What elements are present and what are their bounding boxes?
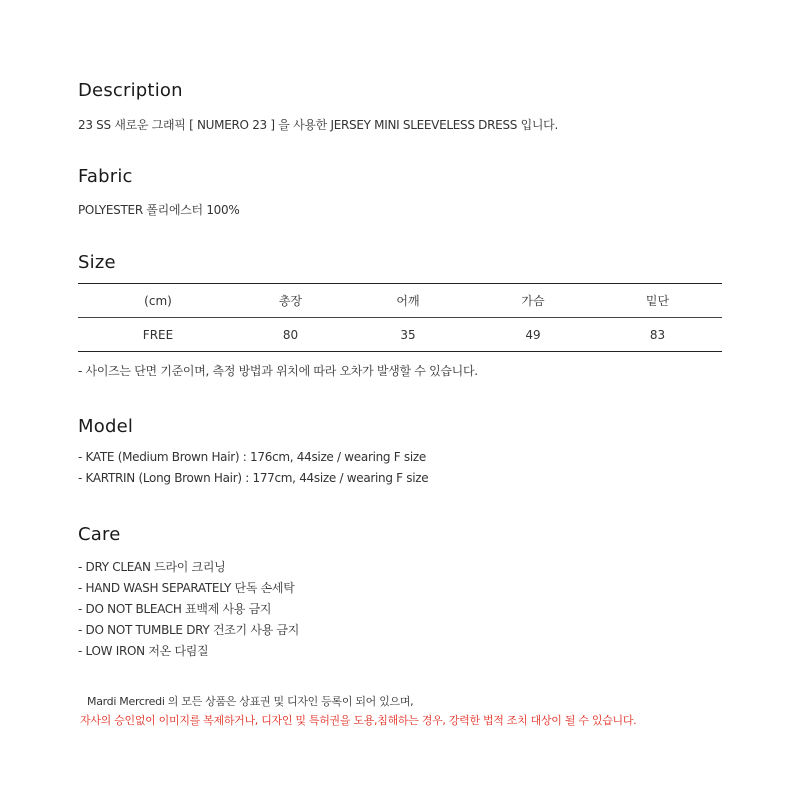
table-row bbox=[78, 318, 722, 351]
description-heading: Description bbox=[78, 80, 183, 101]
size-cell: 80 bbox=[282, 327, 299, 342]
size-col-shoulder: 어깨 bbox=[396, 294, 420, 308]
fabric-heading: Fabric bbox=[78, 166, 133, 187]
care-line: - DRY CLEAN 드라이 크리닝 bbox=[78, 560, 226, 574]
size-cell: 83 bbox=[649, 327, 666, 342]
notice-line-2: 자사의 승인없이 이미지를 복제하거나, 디자인 및 특허권을 도용,침해하는 경우, 강력한 법적 조치 대상이 될 수 있습니다. bbox=[80, 714, 637, 727]
fabric-text: POLYESTER 폴리에스터 100% bbox=[78, 203, 240, 217]
size-table-header bbox=[78, 284, 722, 318]
size-note: - 사이즈는 단면 기준이며, 측정 방법과 위치에 따라 오차가 발생할 수 있습니다. bbox=[78, 364, 478, 378]
size-col-hem: 밑단 bbox=[645, 294, 670, 308]
size-col-chest: 가슴 bbox=[521, 294, 545, 308]
description-text: 23 SS 새로운 그래픽 [ NUMERO 23 ] 을 사용한 JERSEY MINI SLEEVELESS DRESS 입니다. bbox=[78, 118, 558, 132]
care-line: - DO NOT TUMBLE DRY 건조기 사용 금지 bbox=[78, 623, 300, 637]
size-heading: Size bbox=[78, 252, 116, 273]
size-cell: 49 bbox=[525, 327, 541, 342]
size-col-length: 총장 bbox=[278, 294, 303, 308]
size-table bbox=[78, 283, 722, 352]
model-heading: Model bbox=[78, 416, 134, 437]
size-col-unit: (cm) bbox=[144, 293, 172, 308]
notice-line-1: Mardi Mercredi 의 모든 상품은 상표권 및 디자인 등록이 되어 있으며, bbox=[87, 695, 414, 708]
care-line: - DO NOT BLEACH 표백제 사용 금지 bbox=[78, 602, 272, 616]
model-line: - KATE (Medium Brown Hair) : 176cm, 44size / wearing F size bbox=[78, 450, 426, 464]
care-heading: Care bbox=[78, 524, 121, 545]
care-line: - HAND WASH SEPARATELY 단독 손세탁 bbox=[78, 581, 295, 595]
size-cell: 35 bbox=[400, 327, 416, 342]
model-line: - KARTRIN (Long Brown Hair) : 177cm, 44size / wearing F size bbox=[78, 471, 429, 485]
care-line: - LOW IRON 저온 다림질 bbox=[78, 644, 209, 658]
size-cell: FREE bbox=[142, 327, 174, 342]
